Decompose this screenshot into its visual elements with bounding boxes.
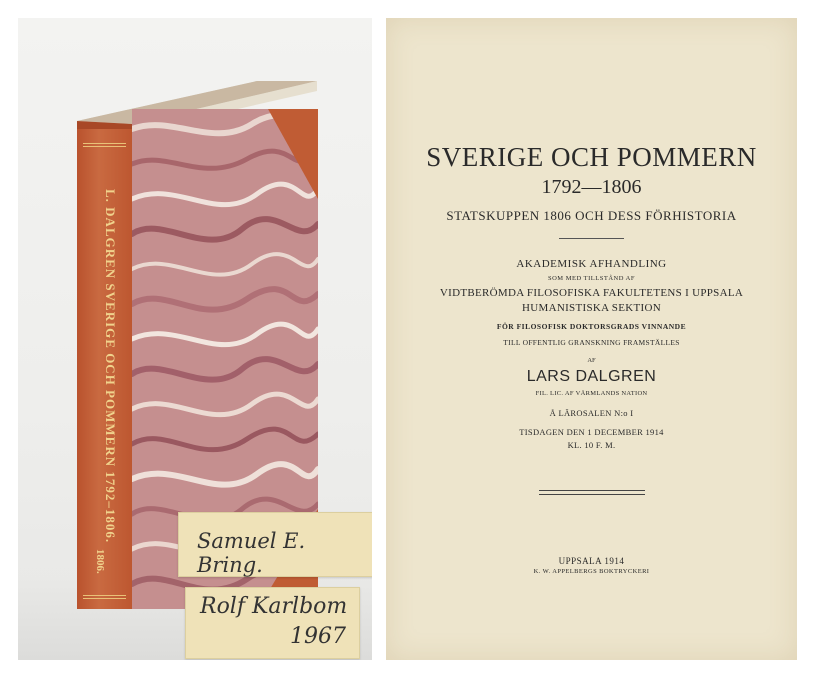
author-affiliation: FIL. LIC. AF VÄRMLANDS NATION	[535, 390, 648, 397]
spine-year: 1806.	[94, 549, 106, 574]
examination-line: TILL OFFENTLIG GRANSKNING FRAMSTÄLLES	[503, 338, 680, 347]
book-title: SVERIGE OCH POMMERN	[426, 142, 757, 172]
permission-line: SOM MED TILLSTÅND AF	[548, 275, 635, 282]
dissertation-label: AKADEMISK AFHANDLING	[516, 258, 667, 270]
imprint-printer: K. W. APPELBERGS BOKTRYCKERI	[533, 568, 650, 575]
book-years: 1792—1806	[541, 176, 642, 198]
signature-label-karlbom	[185, 587, 360, 659]
degree-line: FÖR FILOSOFISK DOKTORSGRADS VINNANDE	[496, 322, 687, 331]
faculty-line: VIDTBERÖMDA FILOSOFISKA FAKULTETENS I UPPSALA	[439, 287, 744, 299]
spine-gilt-rule	[83, 595, 126, 599]
time-line: KL. 10 F. M.	[567, 440, 616, 450]
spine-gilt-rule	[83, 143, 126, 147]
title-page	[386, 18, 797, 660]
book-photo	[18, 18, 372, 660]
divider-rule	[559, 238, 624, 239]
spine-title: L. DALGREN SVERIGE OCH POMMERN 1792–1806.	[103, 189, 118, 544]
book-subtitle: STATSKUPPEN 1806 OCH DESS FÖRHISTORIA	[446, 208, 737, 223]
signature-samuel-bring: Samuel E. Bring.	[197, 529, 306, 577]
by-line: AF	[587, 357, 596, 364]
venue-line: Å LÄROSALEN N:o I	[549, 408, 634, 418]
imprint-place: UPPSALA 1914	[558, 556, 625, 566]
section-line: HUMANISTISKA SEKTION	[522, 302, 661, 314]
signature-rolf-karlbom: Rolf Karlbom	[200, 594, 348, 619]
double-rule	[539, 490, 645, 495]
date-line: TISDAGEN DEN 1 DECEMBER 1914	[519, 427, 664, 437]
signature-label-bring	[178, 512, 372, 577]
signature-year: 1967	[290, 624, 346, 649]
author-name: LARS DALGREN	[526, 368, 657, 385]
book-spine	[77, 129, 133, 609]
